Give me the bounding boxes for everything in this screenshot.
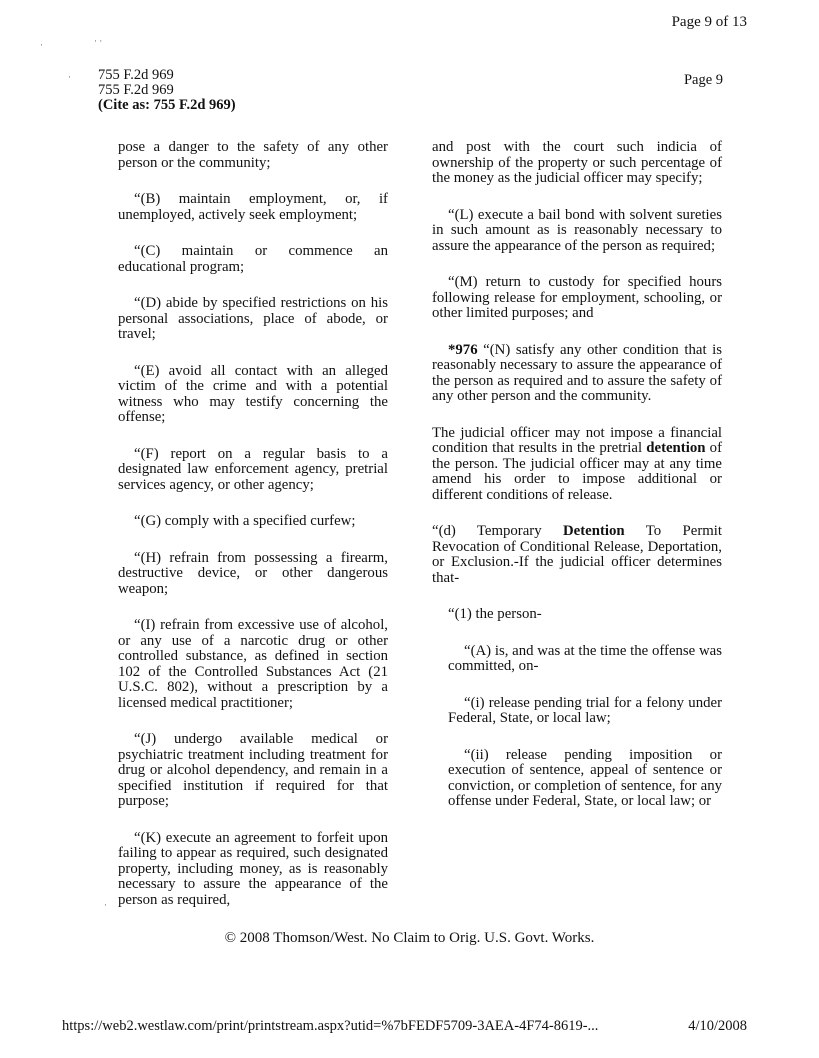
paragraph: “(A) is, and was at the time the offense was committed, on- xyxy=(448,642,722,674)
page-counter: Page 9 of 13 xyxy=(671,14,747,30)
scan-speck: · xyxy=(104,900,107,910)
paragraph xyxy=(432,343,722,405)
paragraph: “(i) release pending trial for a felony under Federal, State, or local law; xyxy=(448,694,722,726)
left-column xyxy=(118,140,388,908)
copyright-notice: © 2008 Thomson/West. No Claim to Orig. U.S. Govt. Works. xyxy=(224,930,595,946)
paragraph: pose a danger to the safety of any other person or the community; xyxy=(118,139,388,171)
paragraph: “(1) the person- xyxy=(448,606,542,622)
paragraph-text: “(N) satisfy any other condition that is reasonably necessary to assure the appearance of the person as required and to assure the safety of any other person and the community. xyxy=(432,341,722,404)
paragraph xyxy=(432,524,722,586)
citation-header xyxy=(98,68,236,113)
highlighted-term: Detention xyxy=(563,523,625,539)
highlighted-term: detention xyxy=(646,440,706,456)
paragraph: “(C) maintain or commence an educational program; xyxy=(118,243,388,275)
paragraph: “(G) comply with a specified curfew; xyxy=(134,513,356,529)
paragraph: “(ii) release pending imposition or execution of sentence, appeal of sentence or conviction, or completion of sentence, for any offense under Federal, State, or local law; or xyxy=(448,746,722,809)
citation-line: 755 F.2d 969 xyxy=(98,67,174,83)
scan-speck: · xyxy=(68,72,71,82)
paragraph: “(H) refrain from possessing a firearm, destructive device, or other dangerous weapon; xyxy=(118,549,388,597)
paragraph: “(L) execute a bail bond with solvent sureties in such amount as is reasonably necessary to assure the appearance of the person as required; xyxy=(432,206,722,254)
paragraph: “(J) undergo available medical or psychiatric treatment including treatment for drug or alcohol dependency, and remain in a specified institution if required for that purpose; xyxy=(118,731,388,809)
star-page-marker: *976 xyxy=(448,341,478,358)
paragraph: “(I) refrain from excessive use of alcohol, or any use of a narcotic drug or other controlled substance, as defined in section 102 of the Controlled Substances Act (21 U.S.C. 802), without a prescription by a licensed medical practitioner; xyxy=(118,617,388,711)
right-column xyxy=(432,140,722,810)
page-label: Page 9 xyxy=(683,72,723,88)
paragraph: and post with the court such indicia of ownership of the property or such percentage of the money as the judicial officer may specify; xyxy=(432,139,722,186)
paragraph: “(B) maintain employment, or, if unemployed, actively seek employment; xyxy=(118,191,388,223)
paragraph-text: of the person. The judicial officer may at any time amend his order to impose additional or different conditions of release. xyxy=(432,440,723,503)
paragraph: “(K) execute an agreement to forfeit upon failing to appear as required, such designated property, including money, as is reasonably necessary to assure the appearance of the person as required, xyxy=(118,829,388,908)
print-date: 4/10/2008 xyxy=(688,1018,747,1034)
paragraph-text: The judicial officer may not impose a financial condition that results in the pretrial xyxy=(432,424,722,456)
scan-speck: · xyxy=(40,40,43,50)
paragraph: “(E) avoid all contact with an alleged victim of the crime and with a potential witness who may testify concerning the offense; xyxy=(118,362,388,425)
scan-speck: · · xyxy=(94,36,103,46)
paragraph: “(F) report on a regular basis to a designated law enforcement agency, pretrial services agency, or other agency; xyxy=(118,445,388,493)
citation-line: 755 F.2d 969 xyxy=(98,82,174,98)
paragraph: “(M) return to custody for specified hours following release for employment, schooling, or other limited purposes; and xyxy=(432,274,722,321)
paragraph-text: To Permit Revocation of Conditional Release, Deportation, or Exclusion.-If the judicial officer determines that- xyxy=(432,523,722,586)
paragraph-text: “(d) Temporary xyxy=(432,523,563,539)
print-url: https://web2.westlaw.com/print/printstream.aspx?utid=%7bFEDF5709-3AEA-4F74-8619-... xyxy=(62,1018,599,1034)
paragraph xyxy=(432,426,722,504)
paragraph: “(D) abide by specified restrictions on his personal associations, place of abode, or travel; xyxy=(118,295,388,342)
cite-as: (Cite as: 755 F.2d 969) xyxy=(98,97,236,113)
